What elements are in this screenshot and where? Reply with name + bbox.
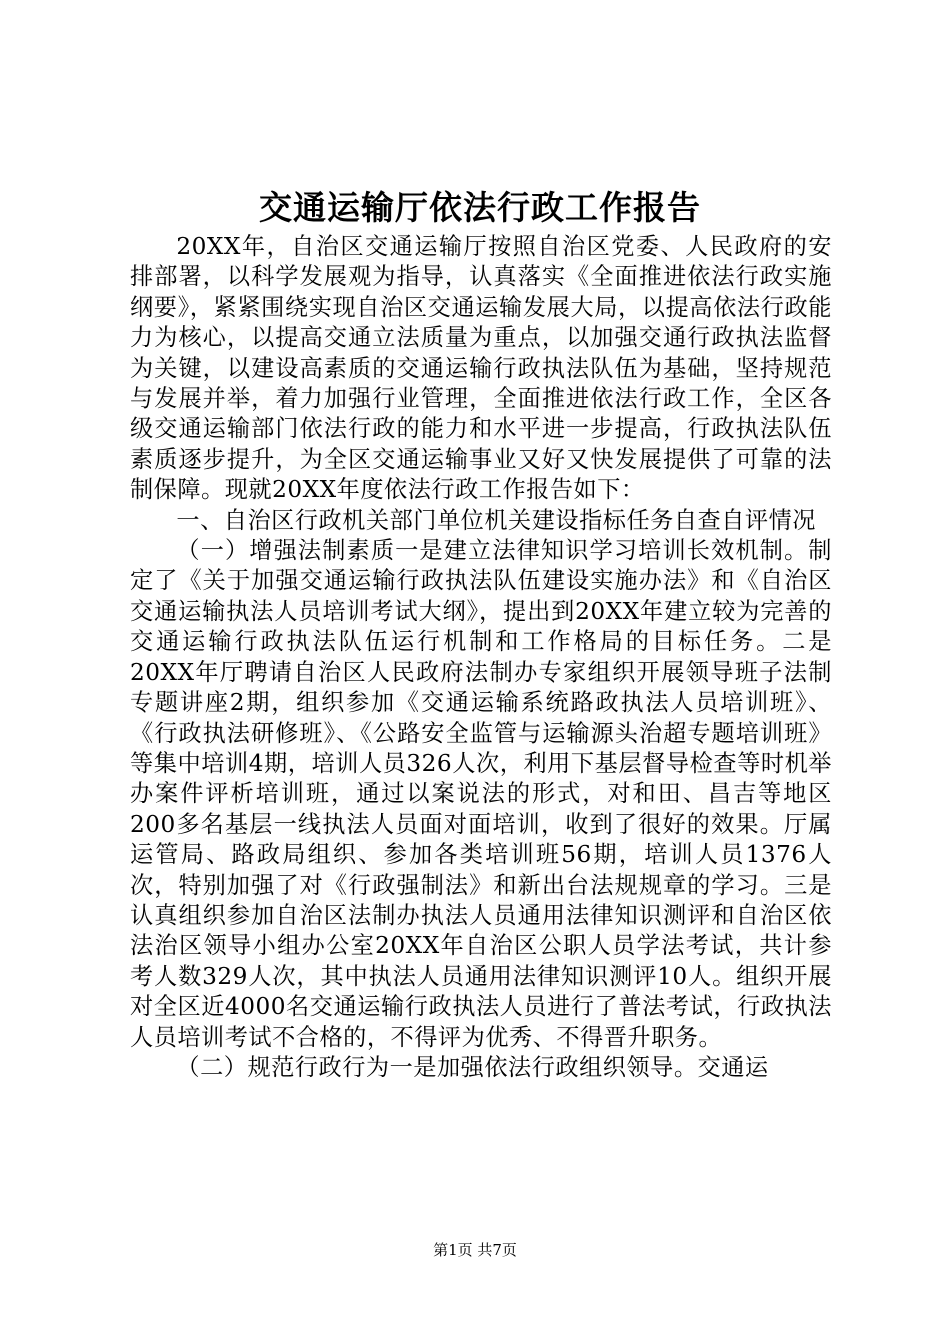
document-title: 交通运输厅依法行政工作报告 [259,188,701,227]
paragraph-administrative-conduct: （二）规范行政行为一是加强依法行政组织领导。交通运 [176,1053,769,1081]
page-number: 第1页 共7页 [433,1241,517,1259]
paragraph-legal-quality: （一）增强法制素质一是建立法律知识学习培训长效机制。制定了《关于加强交通运输行政执法队伍建设实施办法》和《自治区交通运输执法人员培训考试大纲》，提出到20XX年建立较为完善的交通运输行政执法队伍运行机制和工作格局的目标任务。二是20XX年厅聘请自治区人民政府法制办专家组织开展领导班子法制专题讲座2期，组织参加《交通运输系统路政执法人员培训班》、《行政执法研修班》、《公路安全监管与运输源头治超专题培训班》等集中培训4期，培训人员326人次，利用下基层督导检查等时机举办案件评析培训班，通过以案说法的形式，对和田、昌吉等地区200多名基层一线执法人员面对面培训，收到了很好的效果。厅属运管局、路政局组织、参加各类培训班56期，培训人员1376人次，特别加强了对《行政强制法》和新出台法规规章的学习。三是认真组织参加自治区法制办执法人员通用法律知识测评和自治区依法治区领导小组办公室20XX年自治区公职人员学法考试，共计参考人数329人次，其中执法人员通用法律知识测评10人。组织开展对全区近4000名交通运输行政执法人员进行了普法考试，行政执法人员培训考试不合格的，不得评为优秀、不得晋升职务。 [130,537,832,1051]
paragraph-intro: 20XX年，自治区交通运输厅按照自治区党委、人民政府的安排部署，以科学发展观为指导，认真落实《全面推进依法行政实施纲要》，紧紧围绕实现自治区交通运输发展大局，以提高依法行政能力为核心，以提高交通立法质量为重点，以加强交通行政执法监督为关键，以建设高素质的交通运输行政执法队伍为基础，坚持规范与发展并举，着力加强行业管理，全面推进依法行政工作，全区各级交通运输部门依法行政的能力和水平进一步提高，行政执法队伍素质逐步提升，为全区交通运输事业又好又快发展提供了可靠的法制保障。现就20XX年度依法行政工作报告如下： [130,233,832,504]
paragraph-section-heading: 一、自治区行政机关部门单位机关建设指标任务自查自评情况 [176,506,816,534]
document-body [130,232,832,1083]
